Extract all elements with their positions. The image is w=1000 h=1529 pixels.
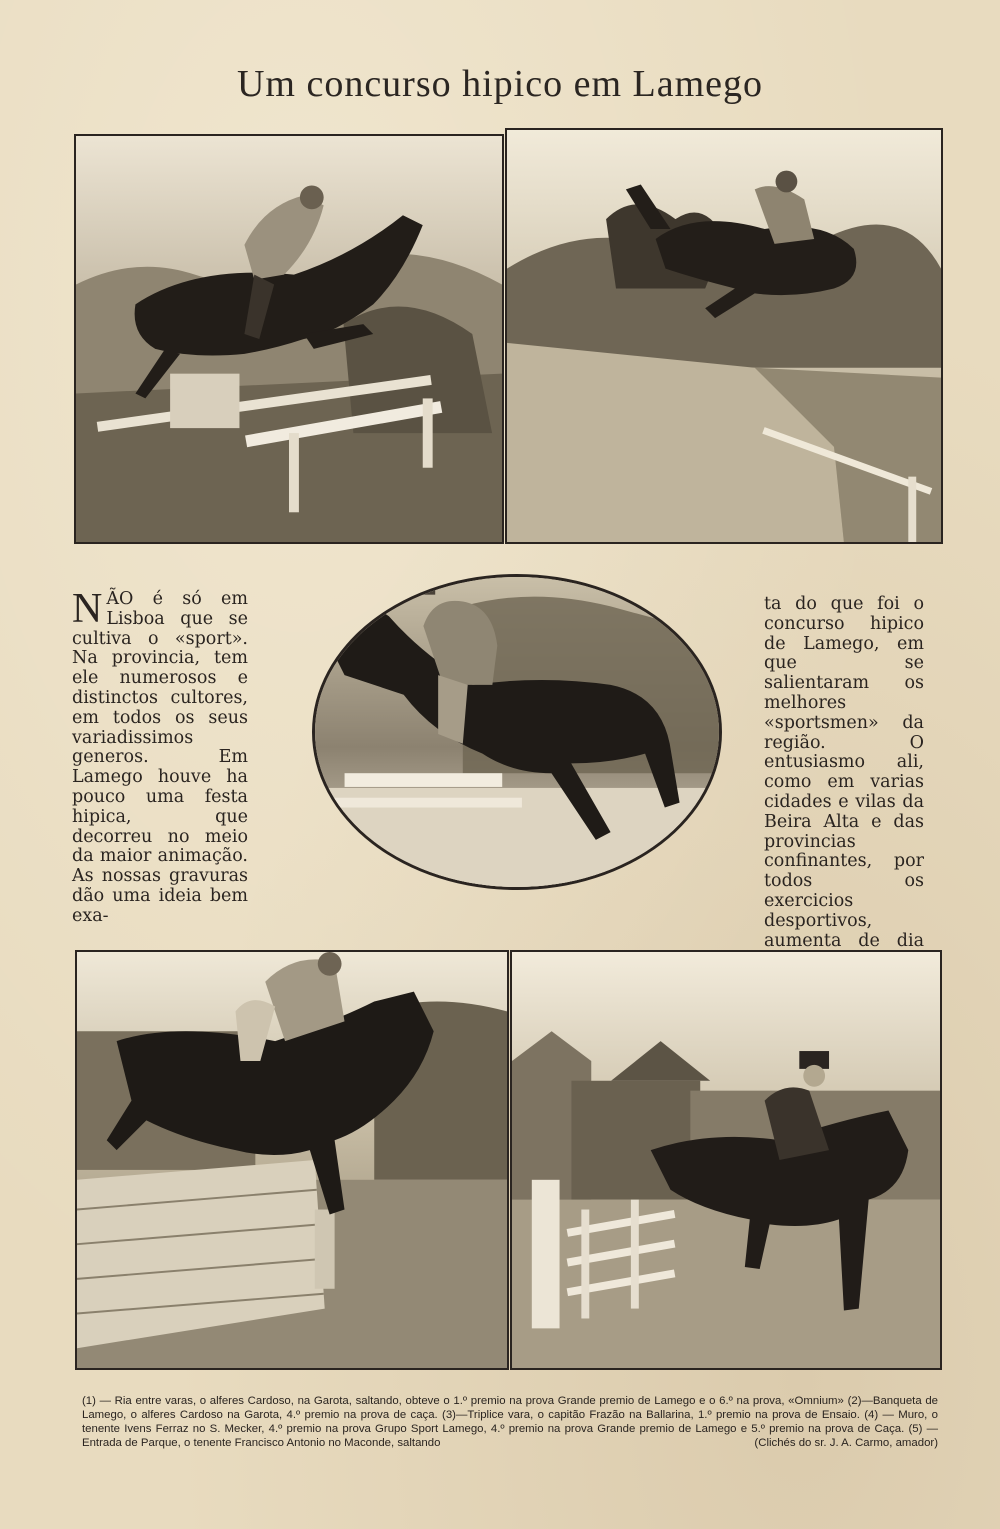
article-left-text: ÃO é só em Lisboa que se cultiva o «sport». Na provincia, tem ele numerosos e distinctos cultores, em todos os seus variadissimos generos. Em Lamego houve ha pouco uma festa hipica, que decorreu no meio da maior animação. As nossas gravuras dão uma ideia bem exa- bbox=[72, 589, 248, 926]
caption-credit: (Clichés do sr. J. A. Carmo, amador) bbox=[754, 1437, 938, 1449]
page-title: Um concurso hipico em Lamego bbox=[236, 63, 764, 105]
photo-park-entrance bbox=[510, 950, 942, 1370]
article-left-paragraph bbox=[72, 586, 248, 927]
article-left-column bbox=[72, 586, 248, 927]
article-right-column bbox=[764, 595, 924, 971]
caption-text: (1) — Ria entre varas, o alferes Cardoso, na Garota, saltando, obteve o 1.º premio na prova Grande premio de Lamego e o 6.º na prova, «Omnium» (2)—Banqueta de Lamego, o alferes Cardoso na Garota, 4.º premio na prova de caça. (3)—Triplice vara, o capitão Frazão na Ballarina, 1.º premio na prova de Ensaio. (4) — Muro, o tenente Ivens Ferraz no S. Mecker, 4.º premio na prova Grupo Sport Lamego, 4.º premio na prova Grande premio de Lamego e 5.º premio na prova de Caça. (5) — Entrada de Parque, o tenente Francisco Antonio no Maconde, saltando bbox=[82, 1395, 938, 1449]
photo-caption bbox=[82, 1394, 938, 1450]
photo-triple-rail-oval bbox=[312, 574, 722, 890]
photo-rail-jump bbox=[74, 134, 504, 544]
drop-cap: N bbox=[72, 586, 103, 632]
article-right-text: ta do que foi o concurso hipico de Lamego, em que se salientaram os melhores «sportsmen» da região. O entusiasmo ali, como em varias cidades e vilas da Beira Alta e das provincias confinantes, por todos os exercicios desportivos, aumenta de dia bbox=[764, 594, 924, 951]
photo-bank-jump bbox=[505, 128, 943, 544]
photo-wall-jump bbox=[75, 950, 509, 1370]
